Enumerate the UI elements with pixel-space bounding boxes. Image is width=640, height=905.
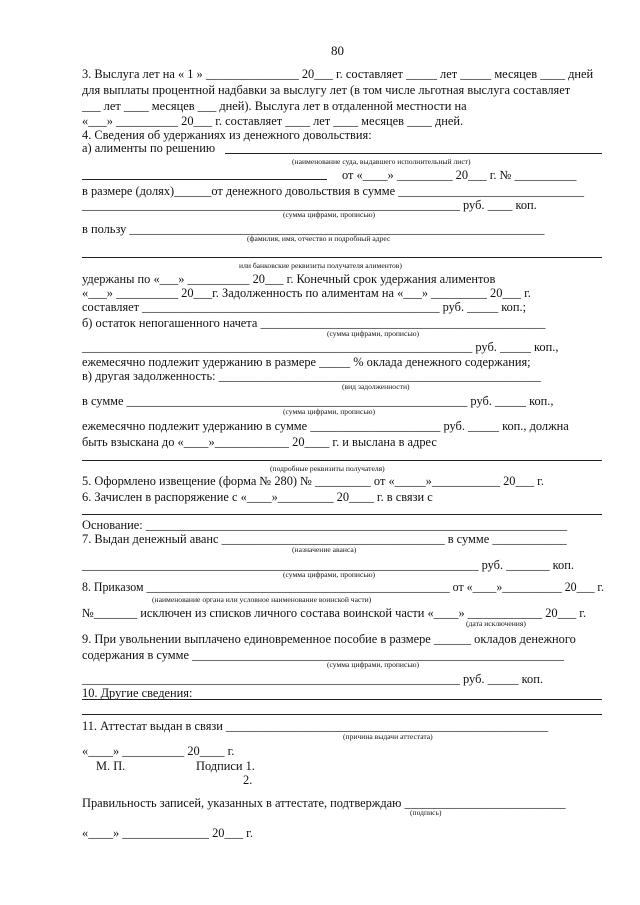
text-line: ежемесячно подлежит удержанию в размере _____ % оклада денежного содержания; xyxy=(82,355,531,369)
text-line: 6. Зачислен в распоряжение с «____»_________ 20____ г. в связи с xyxy=(82,490,433,504)
text-line: составляет ________________________________________________ руб. _____ коп.; xyxy=(82,300,527,314)
text-line: ежемесячно подлежит удержанию в сумме _____________________ руб. _____ коп., должна xyxy=(82,419,569,433)
text-line: в) другая задолженность: ____________________________________________________ xyxy=(82,369,541,383)
text-line: «___» __________ 20___ г. составляет ____ лет ____ месяцев ____ дней. xyxy=(82,114,464,128)
form-underline xyxy=(82,257,602,258)
form-underline xyxy=(82,460,602,461)
text-line: от «____» _________ 20___ г. № __________ xyxy=(342,168,577,182)
field-caption: (дата исключения) xyxy=(466,619,526,628)
field-caption: или банковские реквизиты получателя алиментов) xyxy=(239,261,402,270)
text-line: в сумме _______________________________________________________ руб. _____ коп., xyxy=(82,394,554,408)
text-line: в размере (долях)______от денежного довольствия в сумме ______________________________ xyxy=(82,184,585,198)
form-underline xyxy=(82,514,602,515)
text-line: ___ лет ____ месяцев ___ дней). Выслуга лет в отдаленной местности на xyxy=(82,99,467,113)
signature-2-label: 2. xyxy=(243,773,253,787)
text-line: содержания в сумме ____________________________________________________________ xyxy=(82,648,564,662)
field-caption: (сумма цифрами, прописью) xyxy=(283,570,376,579)
text-line: 8. Приказом ___________________________________________________ от «____»__________ 20___ г. xyxy=(82,580,604,594)
text-line: а) алименты по решению xyxy=(82,141,216,155)
text-line: 10. Другие сведения: xyxy=(82,686,193,700)
text-line: 4. Сведения об удержаниях из денежного довольствия: xyxy=(82,128,372,142)
text-line: _______________________________________________________________ руб. _____ коп., xyxy=(82,340,559,354)
text-line: 7. Выдан денежный аванс ____________________________________ в сумме ____________ xyxy=(82,532,567,546)
field-caption: (фамилия, имя, отчество и подробный адрес xyxy=(247,234,391,243)
form-underline xyxy=(225,153,602,154)
field-caption: (вид задолженности) xyxy=(342,382,410,391)
field-caption: (причина выдачи аттестата) xyxy=(343,732,433,741)
text-line: _____________________________________________________________ руб. _____ коп. xyxy=(82,672,543,686)
form-underline xyxy=(82,699,602,700)
form-underline xyxy=(82,179,327,180)
field-caption: (назначение аванса) xyxy=(292,545,357,554)
page-number: 80 xyxy=(331,43,344,58)
field-caption: (сумма цифрами, прописью) xyxy=(327,660,420,669)
form-underline xyxy=(82,714,602,715)
text-line: б) остаток непогашенного начета ______________________________________________ xyxy=(82,316,546,330)
text-line: для выплаты процентной надбавки за выслугу лет (в том числе льготная выслуга составляет xyxy=(82,83,571,97)
signatures-label: Подписи 1. xyxy=(196,759,255,773)
field-caption: (сумма цифрами, прописью) xyxy=(327,329,420,338)
text-line: в пользу ___________________________________________________________________ xyxy=(82,222,545,236)
text-line: удержаны по «___» __________ 20___ г. Конечный срок удержания алиментов xyxy=(82,272,496,286)
field-caption: (подпись) xyxy=(410,808,442,817)
stamp-label: М. П. xyxy=(96,759,126,773)
text-line: 5. Оформлено извещение (форма № 280) № _________ от «_____»___________ 20___ г. xyxy=(82,474,544,488)
text-line: Правильность записей, указанных в аттестате, подтверждаю __________________________ xyxy=(82,796,566,810)
text-line: «____» __________ 20____ г. xyxy=(82,744,235,758)
field-caption: (наименование суда, выдавшего исполнительный лист) xyxy=(292,157,471,166)
text-line: ________________________________________________________________ руб. _______ коп. xyxy=(82,558,574,572)
text-line: быть взыскана до «____»____________ 20____ г. и выслана в адрес xyxy=(82,435,437,449)
text-line: 3. Выслуга лет на « 1 » _______________ 20___ г. составляет _____ лет _____ месяцев ____ дней xyxy=(82,67,594,81)
field-caption: (сумма цифрами, прописью) xyxy=(283,210,376,219)
text-line: «___» __________ 20___г. Задолженность по алиментам на «___» _________ 20___ г. xyxy=(82,286,531,300)
text-line: «____» ______________ 20___ г. xyxy=(82,826,253,840)
field-caption: (сумма цифрами, прописью) xyxy=(283,407,376,416)
text-line: Основание: ____________________________________________________________________ xyxy=(82,518,568,532)
text-line: 11. Аттестат выдан в связи ____________________________________________________ xyxy=(82,719,549,733)
text-line: _____________________________________________________________ руб. ____ коп. xyxy=(82,198,537,212)
field-caption: (наименование органа или условное наименование воинской части) xyxy=(152,595,372,604)
text-line: №_______ исключен из списков личного состава воинской части «____» ____________ 20___ г. xyxy=(82,606,587,620)
field-caption: (подробные реквизиты получателя) xyxy=(270,464,385,473)
text-line: 9. При увольнении выплачено единовременное пособие в размере ______ окладов денежного xyxy=(82,632,576,646)
